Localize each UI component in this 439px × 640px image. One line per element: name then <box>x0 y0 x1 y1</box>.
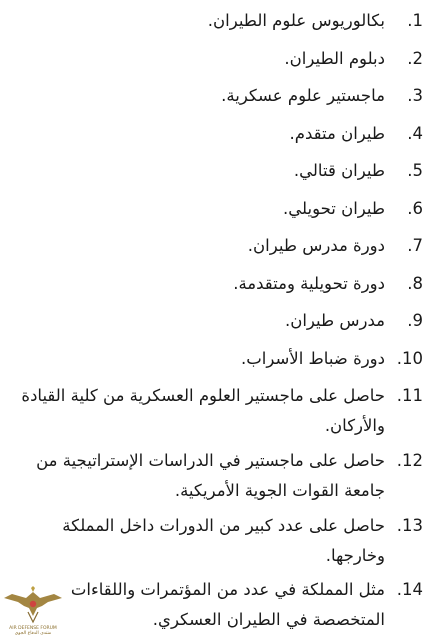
item-number: 3. <box>407 86 423 105</box>
item-number: 5. <box>407 161 423 180</box>
list-item <box>13 6 423 36</box>
item-text: بكالوريوس علوم الطيران. <box>207 11 385 30</box>
item-text: دورة تحويلية ومتقدمة. <box>233 274 385 293</box>
item-number: 1. <box>407 11 423 30</box>
item-text: حاصل على عدد كبير من الدورات داخل المملكة وخارجها. <box>62 516 385 565</box>
item-number: 2. <box>407 49 423 68</box>
item-number: 11. <box>396 386 423 405</box>
item-number: 12. <box>396 451 423 470</box>
list-item <box>13 44 423 74</box>
item-text: طيران تحويلي. <box>283 199 385 218</box>
item-number: 6. <box>407 199 423 218</box>
list-item <box>13 269 423 299</box>
item-number: 4. <box>407 124 423 143</box>
list-item <box>13 344 423 374</box>
item-number: 13. <box>396 516 423 535</box>
item-number: 8. <box>407 274 423 293</box>
item-text: طيران قتالي. <box>293 161 385 180</box>
watermark-caption: AIR DEFENSE FORUM منتدى الدفاع الجوي <box>9 626 57 636</box>
item-number: 9. <box>407 311 423 330</box>
item-text: حاصل على ماجستير في الدراسات الإستراتيجية من جامعة القوات الجوية الأمريكية. <box>36 451 385 500</box>
list-item <box>13 119 423 149</box>
item-text: طيران متقدم. <box>289 124 385 143</box>
item-text: دبلوم الطيران. <box>284 49 385 68</box>
list-item <box>13 81 423 111</box>
list-item <box>13 575 423 635</box>
list-item <box>13 231 423 261</box>
item-number: 10. <box>396 349 423 368</box>
list-item <box>13 156 423 186</box>
list-item <box>13 511 423 571</box>
item-text: دورة ضباط الأسراب. <box>241 349 385 368</box>
item-text: دورة مدرس طيران. <box>247 236 385 255</box>
item-text: ماجستير علوم عسكرية. <box>221 86 385 105</box>
list-item <box>13 446 423 506</box>
item-text: مدرس طيران. <box>284 311 385 330</box>
list-item <box>13 381 423 441</box>
item-text: حاصل على ماجستير العلوم العسكرية من كلية القيادة والأركان. <box>21 386 385 435</box>
list-item <box>13 194 423 224</box>
eagle-emblem-icon <box>2 582 64 626</box>
item-number: 14. <box>396 580 423 599</box>
forum-watermark <box>2 582 64 640</box>
item-text: مثل المملكة في عدد من المؤتمرات واللقاءات المتخصصة في الطيران العسكري. <box>70 580 385 629</box>
item-number: 7. <box>407 236 423 255</box>
list-item <box>13 306 423 336</box>
